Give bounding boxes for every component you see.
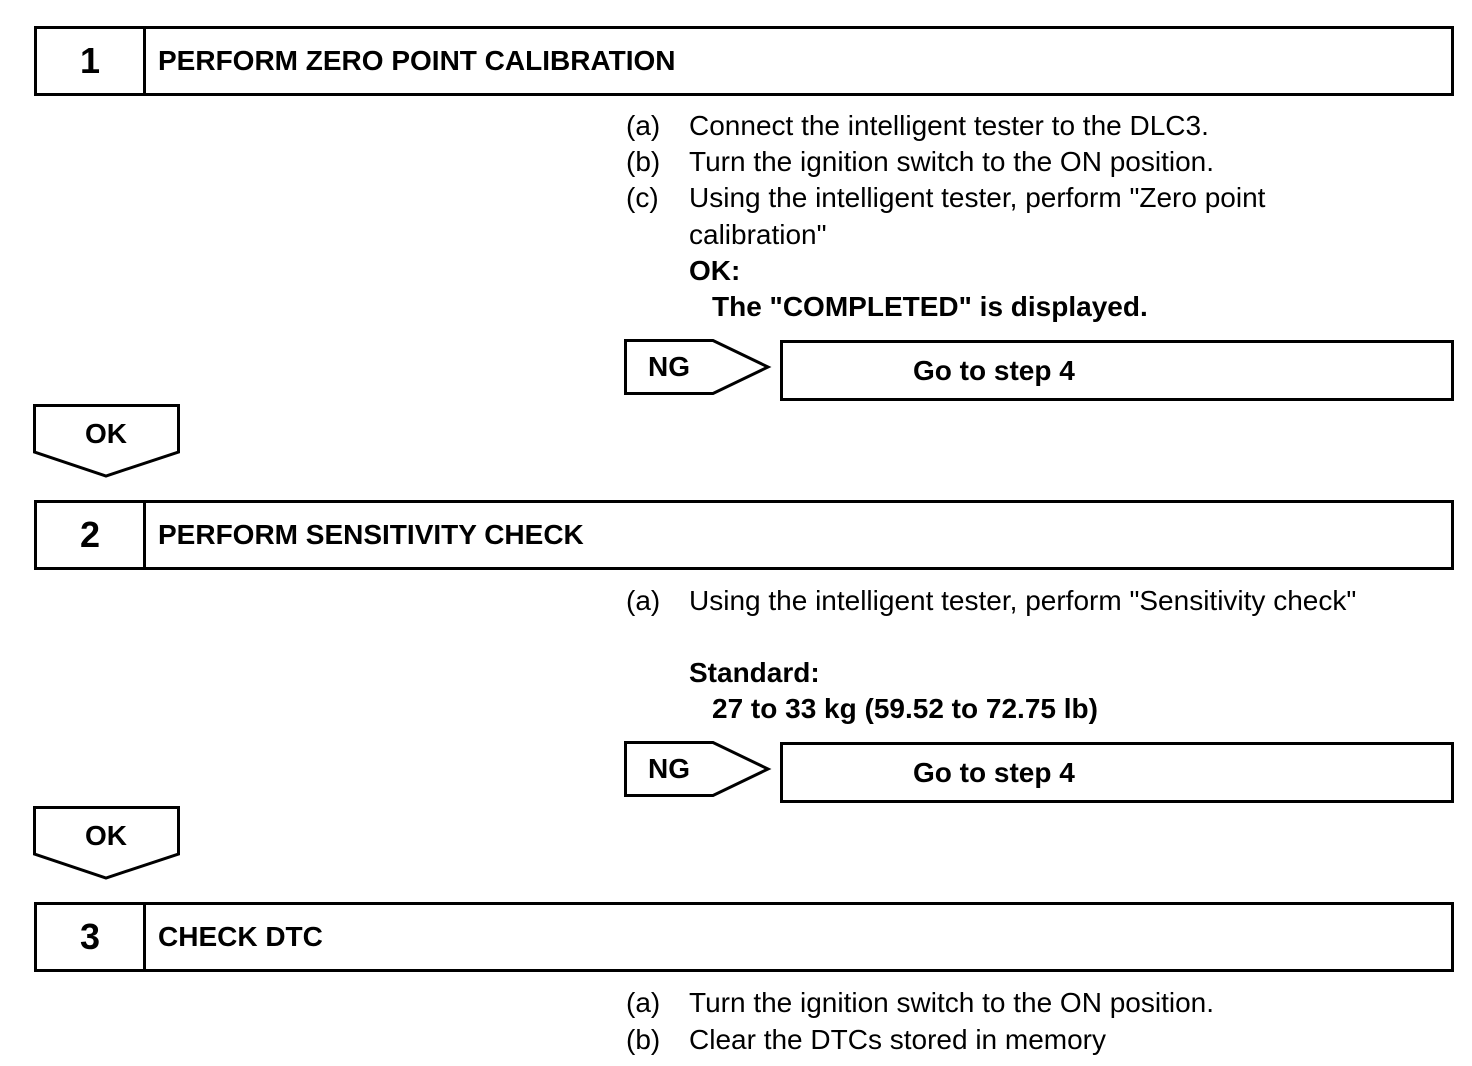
step-number: 1 [37, 29, 146, 93]
step-title: PERFORM SENSITIVITY CHECK [158, 519, 584, 550]
result-heading: Standard: [689, 657, 820, 688]
result-heading: OK: [689, 255, 741, 286]
ok-label: OK [85, 820, 127, 851]
step-title: CHECK DTC [158, 921, 323, 952]
instruction-label: (c) [626, 182, 659, 213]
step-3-header [34, 902, 1454, 972]
instruction-text: Turn the ignition switch to the ON position. [689, 987, 1214, 1018]
goto-step-text: Go to step 4 [913, 756, 1075, 788]
instruction-text: Clear the DTCs stored in memory [689, 1024, 1107, 1055]
result-value: The "COMPLETED" is displayed. [712, 291, 1148, 322]
goto-step-text: Go to step 4 [913, 354, 1075, 386]
instruction-label: (a) [626, 585, 661, 616]
instruction-label: (a) [626, 987, 661, 1018]
step-title: PERFORM ZERO POINT CALIBRATION [158, 45, 676, 76]
ng-label: NG [648, 351, 690, 382]
instruction-text: Using the intelligent tester, perform "Sensitivity check" [689, 585, 1357, 616]
instruction-continuation: calibration" [689, 219, 827, 250]
step-number: 3 [37, 905, 146, 969]
instruction-label: (a) [626, 110, 661, 141]
ng-arrow-icon [624, 339, 774, 395]
ng-label: NG [648, 753, 690, 784]
instruction-label: (b) [626, 1024, 661, 1055]
result-value: 27 to 33 kg (59.52 to 72.75 lb) [712, 693, 1098, 724]
ok-label: OK [85, 418, 127, 449]
step-2-header [34, 500, 1454, 570]
goto-step-link[interactable] [780, 742, 1454, 803]
goto-step-link[interactable] [780, 340, 1454, 401]
instruction-text: Using the intelligent tester, perform "Zero point [689, 182, 1266, 213]
instruction-text: Connect the intelligent tester to the DLC3. [689, 110, 1209, 141]
ng-arrow-icon [624, 741, 774, 797]
instruction-label: (b) [626, 146, 661, 177]
step-1-header [34, 26, 1454, 96]
instruction-text: Turn the ignition switch to the ON position. [689, 146, 1214, 177]
step-number: 2 [37, 503, 146, 567]
